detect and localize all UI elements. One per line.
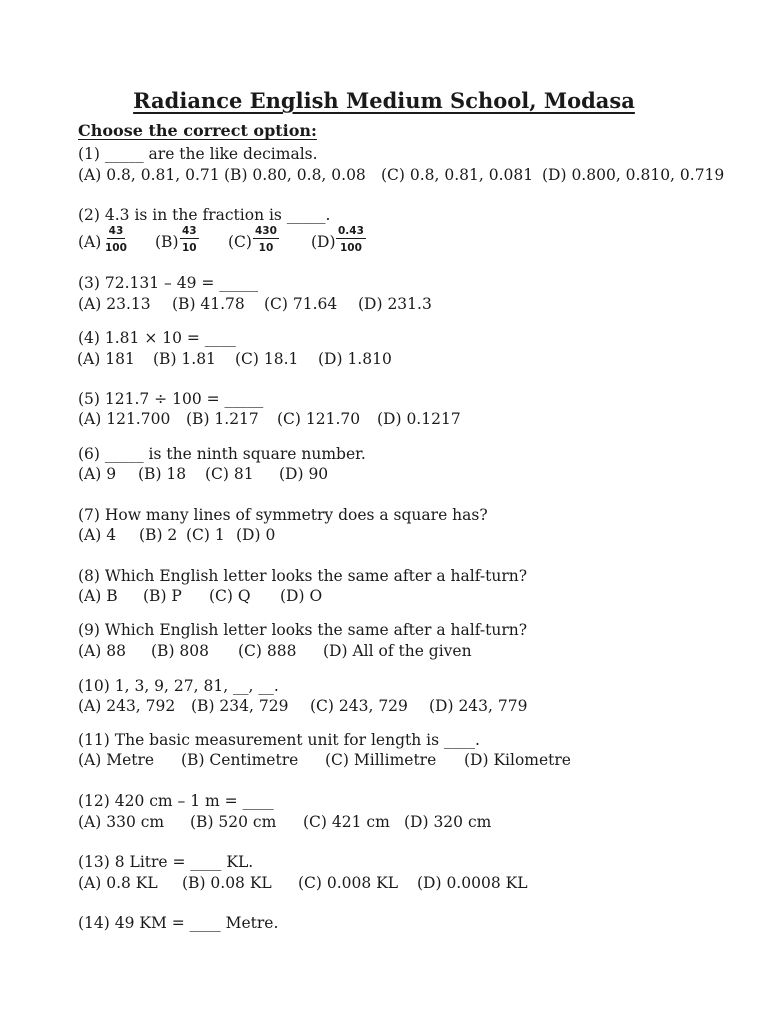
option-d: (D) 0 (236, 526, 276, 544)
question-12: (12) 420 cm – 1 m = ____ (78, 792, 274, 810)
option-b: (B) P (143, 587, 182, 605)
question-4: (4) 1.81 × 10 = ____ (78, 329, 236, 347)
option-a: (A) 88 (78, 642, 126, 660)
option-b: (B) 2 (139, 526, 178, 544)
option-c: (C) 81 (205, 465, 254, 483)
option-b: (B) 0.80, 0.8, 0.08 (224, 166, 366, 184)
question-14: (14) 49 KM = ____ Metre. (78, 914, 279, 932)
option-a: (A) 4 (78, 526, 117, 544)
question-10: (10) 1, 3, 9, 27, 81, __, __. (78, 677, 279, 695)
option-c: (C) 71.64 (264, 295, 338, 313)
option-c: (C) 121.70 (277, 410, 361, 428)
denominator: 100 (340, 242, 362, 254)
question-13: (13) 8 Litre = ____ KL. (78, 853, 254, 871)
option-a: (A) 9 (78, 465, 117, 483)
numerator: 43 (182, 225, 197, 237)
option-b: (B) 234, 729 (191, 697, 289, 715)
fraction (253, 224, 279, 255)
question-6: (6) _____ is the ninth square number. (78, 445, 366, 463)
option-b: (B) 18 (138, 465, 187, 483)
option-label: (D) (311, 233, 336, 251)
denominator: 10 (182, 242, 197, 254)
option-label: (B) (155, 233, 179, 251)
question-8: (8) Which English letter looks the same after a half-turn? (78, 567, 528, 585)
option-c: (C) 888 (238, 642, 297, 660)
option-c: (C) 0.008 KL (298, 874, 399, 892)
option-a: (A) 181 (77, 350, 135, 368)
option-c: (C) 1 (186, 526, 225, 544)
option-b: (B) 520 cm (190, 813, 277, 831)
option-d: (D) 243, 779 (429, 697, 528, 715)
option-d: (D) All of the given (323, 642, 472, 660)
option-d: (D) 0.0008 KL (417, 874, 528, 892)
option-d: (D) 0.800, 0.810, 0.719 (542, 166, 725, 184)
option-label: (C) (228, 233, 252, 251)
option-a: (A) 121.700 (78, 410, 171, 428)
option-a: (A) 0.8, 0.81, 0.71 (78, 166, 220, 184)
option-a: (A) 330 cm (78, 813, 165, 831)
option-a: (A) Metre (78, 751, 155, 769)
option-label: (A) (78, 233, 102, 251)
denominator: 100 (105, 242, 127, 254)
option-c: (C) 421 cm (303, 813, 390, 831)
option-d: (D) 0.1217 (377, 410, 461, 428)
question-7: (7) How many lines of symmetry does a square has? (78, 506, 488, 524)
numerator: 430 (255, 225, 277, 237)
option-b: (B) 0.08 KL (182, 874, 272, 892)
question-11: (11) The basic measurement unit for length is ____. (78, 731, 480, 749)
question-9: (9) Which English letter looks the same after a half-turn? (78, 621, 528, 639)
option-d: (D) 90 (279, 465, 329, 483)
option-a: (A) 0.8 KL (78, 874, 158, 892)
question-5: (5) 121.7 ÷ 100 = _____ (78, 390, 264, 408)
option-b: (B) 1.81 (153, 350, 216, 368)
option-a: (A) B (78, 587, 118, 605)
option-b: (B) 41.78 (172, 295, 245, 313)
option-c: (C) 243, 729 (310, 697, 408, 715)
numerator: 43 (108, 225, 124, 237)
fraction (180, 224, 199, 255)
fraction (336, 224, 366, 255)
option-c: (C) 18.1 (235, 350, 299, 368)
fraction (103, 224, 129, 255)
option-a: (A) 23.13 (78, 295, 151, 313)
instruction-heading: Choose the correct option: (78, 121, 317, 140)
option-d: (D) 231.3 (358, 295, 432, 313)
option-c: (C) 0.8, 0.81, 0.081 (381, 166, 534, 184)
option-b: (B) 808 (151, 642, 209, 660)
option-d: (D) O (280, 587, 323, 605)
option-d: (D) 1.810 (318, 350, 392, 368)
question-2: (2) 4.3 is in the fraction is _____. (78, 206, 331, 224)
question-1: (1) _____ are the like decimals. (78, 145, 318, 163)
option-b: (B) 1.217 (186, 410, 259, 428)
option-b: (B) Centimetre (181, 751, 299, 769)
school-title: Radiance English Medium School, Modasa (133, 88, 635, 113)
numerator: 0.43 (338, 225, 364, 237)
option-c: (C) Millimetre (325, 751, 437, 769)
option-d: (D) Kilometre (464, 751, 571, 769)
question-3: (3) 72.131 – 49 = _____ (78, 274, 259, 292)
option-c: (C) Q (209, 587, 251, 605)
option-d: (D) 320 cm (404, 813, 492, 831)
option-a: (A) 243, 792 (78, 697, 176, 715)
denominator: 10 (258, 242, 274, 254)
